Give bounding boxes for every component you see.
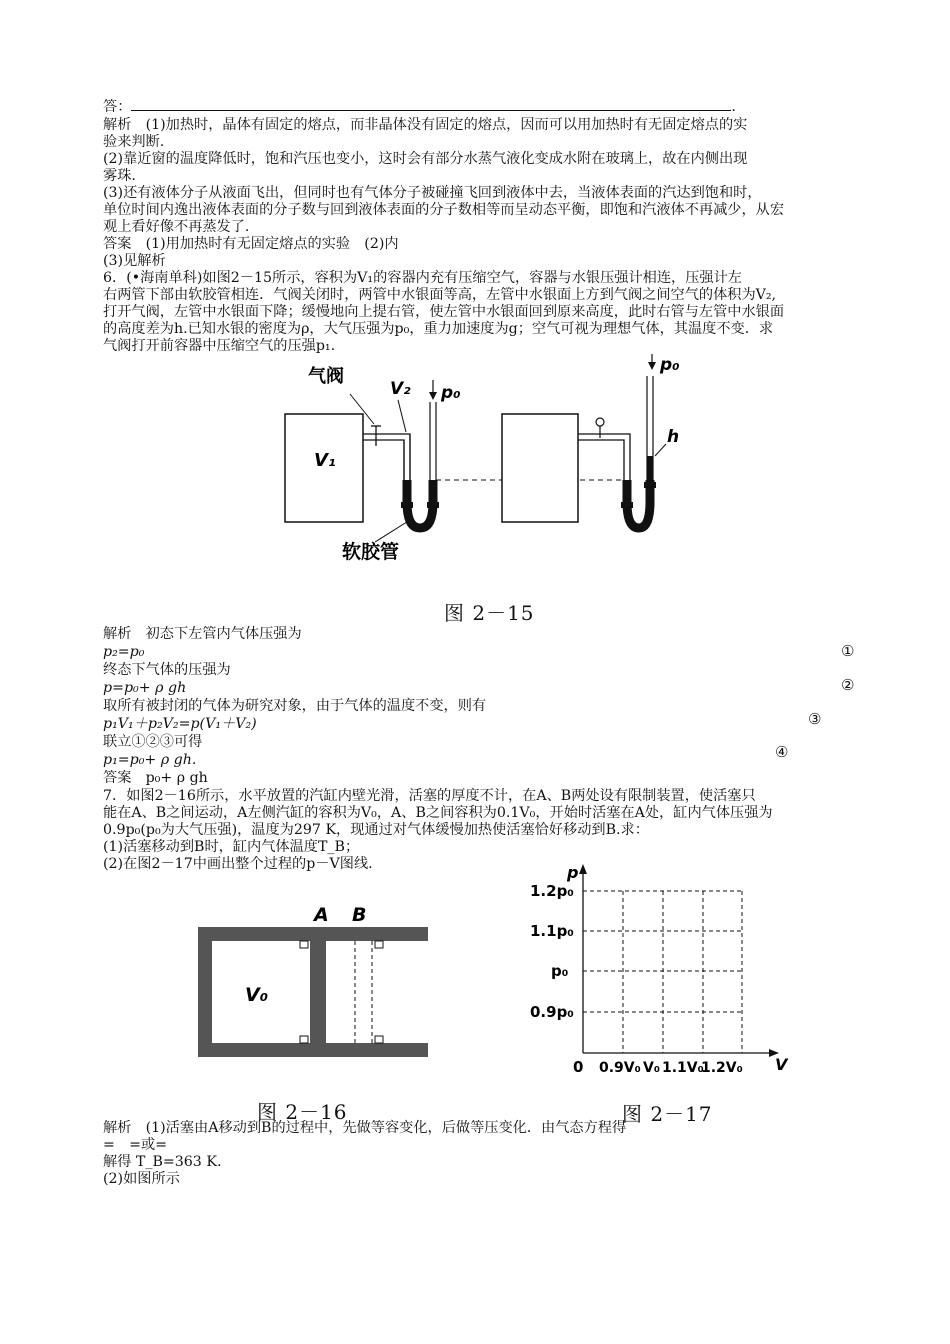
label-p0-right: p₀ [660,355,680,375]
text-line: (2)靠近窗的温度降低时，饱和汽压也变小，这时会有部分水蒸气液化变成水附在玻璃上，故在内侧出现 [103,151,748,167]
text-line: 终态下气体的压强为 [103,662,231,678]
y-tick-label: 1.1p₀ [530,922,574,940]
caption-fig-2-17: 图 2－17 [622,1102,713,1126]
equation-line: p₁V₁＋p₂V₂=p(V₁＋V₂) [103,716,257,732]
label-v2: V₂ [390,379,411,399]
text-line: 解析 初态下左管内气体压强为 [103,626,302,642]
text-line: 答案 (1)用加热时有无固定熔点的实验 (2)内 [103,236,399,252]
container-right [502,414,578,522]
cylinder-top-wall [198,927,428,941]
caption-fig-2-16: 图 2－16 [257,1100,348,1124]
equation-mark-1: ① [841,642,855,660]
cylinder-left-wall [198,927,212,1057]
text-line: (3)还有液体分子从液面飞出，但同时也有气体分子被碰撞飞回到液体中去，当液体表面的汽达到饱和时， [103,185,762,201]
equation-line: p₁=p₀+ ρ gh. [103,752,197,768]
text-line: 雾珠. [103,168,136,184]
text-line: 6．(•海南单科)如图2－15所示，容积为V₁的容器内充有压缩空气，容器与水银压强计相连，压强计左 [103,270,742,286]
answer-prompt-line [103,98,736,116]
y-tick-label: p₀ [551,962,569,980]
text-line: 0.9p₀(p₀为大气压强)，温度为297 K，现通过对气体缓慢加热使活塞恰好移动到B.求： [103,822,649,838]
text-line: 答案 p₀+ ρ gh [103,770,208,786]
text-line: = =或= [103,1137,168,1153]
grid [583,891,742,1053]
x-tick-label: 0.9V₀ [599,1060,641,1076]
piston [310,941,326,1043]
x-tick-label: 1.1V₀ [662,1060,704,1076]
equation-mark-4: ④ [775,743,789,761]
label-v0: V₀ [245,984,269,1006]
caption-fig-2-15: 图 2－15 [444,601,535,625]
figure-2-15 [270,352,690,592]
answer-blank [131,98,731,111]
origin-label: 0 [573,1058,584,1076]
text-line: 联立①②③可得 [103,734,203,750]
x-tick-label: V₀ [643,1060,660,1076]
text-line: 能在A、B之间运动，A左侧汽缸的容积为V₀，A、B之间容积为0.1V₀，开始时活塞在A处，缸内气体压强为 [103,805,773,821]
text-line: 7．如图2－16所示，水平放置的汽缸内壁光滑，活塞的厚度不计，在A、B两处设有限制装置，使活塞只 [103,788,756,804]
answer-prompt: 答： [103,99,132,115]
text-line: 气阀打开前容器中压缩空气的压强p₁. [103,338,336,354]
y-axis-label: p [567,863,579,882]
text-line: (2)在图2－17中画出整个过程的p－V图线. [103,856,373,872]
text-line: (3)见解析 [103,253,166,269]
equation-line: p₂=p₀ [103,644,145,660]
text-line: 解得 T_B=363 K. [103,1154,222,1170]
text-line: (2)如图所示 [103,1171,180,1187]
text-line: 解析 (1)活塞由A移动到B的过程中，先做等容变化，后做等压变化．由气态方程得 [103,1120,627,1136]
label-a: A [314,904,329,926]
text-line: 解析 (1)加热时，晶体有固定的熔点，而非晶体没有固定的熔点，因而可以用加热时有无固定熔点的实 [103,117,748,133]
equation-line: p=p₀+ ρ gh [103,680,187,696]
figure-2-16 [190,895,440,1075]
answer-end: . [731,99,736,115]
label-p0-left: p₀ [441,383,461,403]
x-tick-label: 1.2V₀ [701,1060,743,1076]
x-axis-label: V [775,1055,788,1074]
text-line: (1)活塞移动到B时，缸内气体温度T_B； [103,839,360,855]
label-hose: 软胶管 [342,541,400,563]
valve-open-mark [596,418,604,426]
text-line: 观上看好像不再蒸发了. [103,219,250,235]
text-line: 打开气阀，左管中水银面下降；缓慢地向上提右管，使左管中水银面回到原来高度，此时右管与左管中水银面 [103,304,785,320]
y-tick-label: 0.9p₀ [530,1003,574,1021]
text-line: 右两管下部由软胶管相连．气阀关闭时，两管中水银面等高，左管中水银面上方到气阀之间空气的体积为V₂, [103,287,777,303]
label-b: B [352,904,367,926]
y-tick-label: 1.2p₀ [530,882,574,900]
label-v1: V₁ [314,450,336,471]
cylinder-bottom-wall [198,1043,428,1057]
equation-mark-2: ② [841,676,855,694]
text-line: 的高度差为h.已知水银的密度为ρ，大气压强为p₀，重力加速度为g；空气可视为理想气体，其温度不变．求 [103,321,774,337]
text-line: 单位时间内逸出液体表面的分子数与回到液体表面的分子数相等而呈动态平衡，即饱和汽液体不再减少，从宏 [103,202,785,218]
figure-2-17 [525,858,795,1078]
text-line: 取所有被封闭的气体为研究对象，由于气体的温度不变，则有 [103,698,487,714]
label-valve: 气阀 [308,366,344,387]
label-h: h [667,427,680,447]
text-line: 验来判断. [103,134,165,150]
equation-mark-3: ③ [808,710,822,728]
